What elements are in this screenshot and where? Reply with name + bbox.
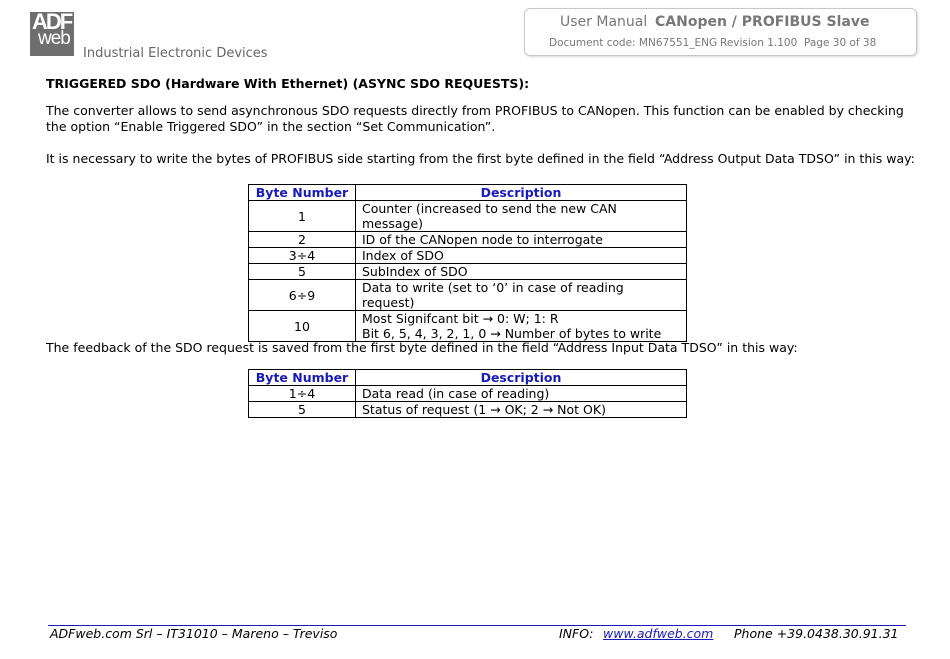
company-logo: [30, 9, 74, 56]
byte-number-cell: 1÷4: [249, 386, 356, 402]
footer-phone: Phone +39.0438.30.91.31: [734, 626, 899, 641]
section-heading: TRIGGERED SDO (Hardware With Ethernet) (ASYNC SDO REQUESTS):: [46, 76, 530, 91]
byte-number-cell: 3÷4: [249, 248, 356, 264]
footer-company: ADFweb.com Srl – IT31010 – Mareno – Treviso: [50, 626, 338, 641]
description-cell: [356, 311, 687, 342]
description-line: Most Signifcant bit → 0: W; 1: R: [362, 311, 559, 326]
table-header-row: [249, 370, 687, 386]
table-row: [249, 232, 687, 248]
description-cell: Index of SDO: [356, 248, 687, 264]
feedback-bytes-table: [248, 369, 687, 418]
description-cell: Status of request (1 → OK; 2 → Not OK): [356, 402, 687, 418]
description-cell: Data to write (set to ‘0’ in case of reading request): [356, 280, 687, 311]
footer-website-link[interactable]: [603, 626, 713, 641]
logo-text-top: ADF: [32, 9, 72, 34]
website-link-text[interactable]: www.adfweb.com: [603, 626, 714, 641]
byte-number-cell: 6÷9: [249, 280, 356, 311]
table-row: [249, 280, 687, 311]
table-row: [249, 402, 687, 418]
output-bytes-table: [248, 184, 687, 342]
output-data-paragraph: It is necessary to write the bytes of PROFIBUS side starting from the first byte defined in the field “Address Output Data TDSO” in this way:: [46, 151, 915, 166]
byte-number-cell: 1: [249, 201, 356, 232]
description-cell: Counter (increased to send the new CAN message): [356, 201, 687, 232]
description-line: Bit 6, 5, 4, 3, 2, 1, 0 → Number of bytes to write: [362, 326, 662, 341]
table-row: [249, 311, 687, 342]
header-page-number: Page 30 of 38: [804, 37, 877, 49]
description-cell: Data read (in case of reading): [356, 386, 687, 402]
header-manual-label: User Manual: [560, 14, 648, 30]
column-header-byte-number: Byte Number: [249, 185, 356, 201]
company-subtitle: Industrial Electronic Devices: [83, 46, 268, 61]
byte-number-cell: 5: [249, 264, 356, 280]
byte-number-cell: 5: [249, 402, 356, 418]
description-cell: ID of the CANopen node to interrogate: [356, 232, 687, 248]
header-document-code: Document code: MN67551_ENG: [549, 37, 718, 49]
table-row: [249, 264, 687, 280]
header-product-title: CANopen / PROFIBUS Slave: [655, 14, 870, 30]
table-row: [249, 386, 687, 402]
header-revision: Revision 1.100: [720, 37, 798, 49]
table-row: [249, 201, 687, 232]
logo-text-bottom: web: [38, 28, 70, 49]
column-header-description: Description: [356, 370, 687, 386]
document-header: [524, 8, 917, 56]
column-header-byte-number: Byte Number: [249, 370, 356, 386]
table-header-row: [249, 185, 687, 201]
column-header-description: Description: [356, 185, 687, 201]
byte-number-cell: 2: [249, 232, 356, 248]
byte-number-cell: 10: [249, 311, 356, 342]
intro-paragraph: The converter allows to send asynchronous SDO requests directly from PROFIBUS to CANopen. This function can be enabled by checking the option “Enable Triggered SDO” in the section “Set Communication”.: [46, 103, 904, 134]
description-cell: SubIndex of SDO: [356, 264, 687, 280]
input-data-paragraph: The feedback of the SDO request is saved from the first byte defined in the field “Address Input Data TDSO” in this way:: [46, 340, 798, 355]
footer-info-label: INFO:: [559, 626, 594, 641]
table-row: [249, 248, 687, 264]
